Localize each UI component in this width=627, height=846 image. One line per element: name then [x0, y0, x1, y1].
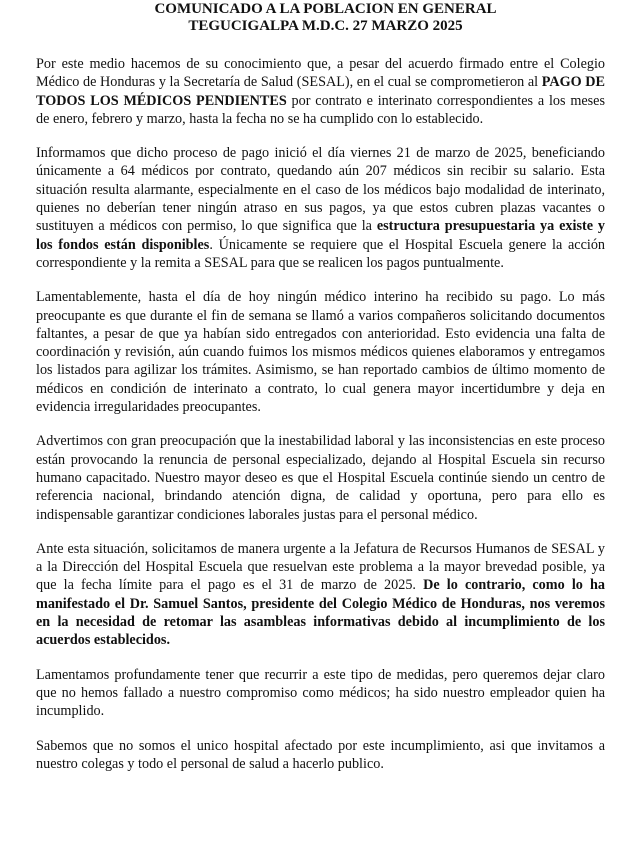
location-date: TEGUCIGALPA M.D.C. 27 MARZO 2025 [188, 18, 463, 34]
paragraph-4-text: Advertimos con gran preocupación que la inestabilidad laboral y las inconsistencias en este proceso están provocando la renuncia de personal especializado, dejando al Hospital Escuela sin recurso humano capacitado. Nuestro mayor deseo es que el Hospital Escuela continúe siendo un centro de referencia nacional, brindando atención digna, de calidad y oportuna, pero para ello es indispensable garantizar condiciones laborales justas para el personal médico. [36, 433, 605, 523]
paragraph-2-text-a: Informamos que dicho proceso de pago inició el día viernes 21 de marzo de 2025, beneficiando únicamente a 64 médicos por contrato, quedando aún 207 médicos sin recibir su salario. Esta situación resulta alarmante, especialmente en el caso de los médicos bajo modalidad de interinato, quienes no deberían tener ningún atraso en sus pagos, ya que estos cubren plazas vacantes o sustituyen a médicos con permiso, lo que significa que la [36, 145, 605, 235]
paragraph-5-emphasis: De lo contrario, como lo ha manifestado el Dr. Samuel Santos, presidente del Colegio Médico de Honduras, nos veremos en la necesidad de retomar las asambleas informativas debido al incumplimiento de los acuerdos establecidos. [36, 577, 605, 649]
paragraph-5 [36, 540, 605, 650]
paragraph-3-text: Lamentablemente, hasta el día de hoy ningún médico interino ha recibido su pago. Lo más preocupante es que durante el fin de semana se llamó a varios compañeros solicitando documentos faltantes, a pesar de que ya habían sido entregados con anterioridad. Esto evidencia una falta de coordinación y revisión, aún cuando fuimos los mismos médicos quienes elaboramos y entregamos los listados para agilizar los trámites. Asimismo, se han reportado cambios de último momento de médicos en condición de interinato a contrato, lo cual genera mayor incertidumbre y deja en evidencia irregularidades preocupantes. [36, 289, 605, 416]
paragraph-3 [36, 288, 605, 416]
paragraph-7 [36, 737, 605, 774]
paragraph-5-text-a: Ante esta situación, solicitamos de manera urgente a la Jefatura de Recursos Humanos de SESAL y a la Dirección del Hospital Escuela que resuelvan este problema a la mayor brevedad posible, ya que la fecha límite para el pago es el 31 de marzo de 2025. [36, 540, 605, 594]
paragraph-1-text-a: Por este medio hacemos de su conocimiento que, a pesar del acuerdo firmado entre el Colegio Médico de Honduras y la Secretaría de Salud (SESAL), en el cual se comprometieron al [36, 56, 605, 91]
paragraph-1-emphasis: PAGO DE TODOS LOS MÉDICOS PENDIENTES [36, 74, 605, 109]
paragraph-4 [36, 432, 605, 523]
paragraph-1 [36, 55, 605, 128]
paragraph-7-text: Sabemos que no somos el unico hospital afectado por este incumplimiento, asi que invitamos a nuestro colegas y todo el personal de salud a hacerlo publico. [36, 737, 605, 772]
paragraph-1-text-b: por contrato e interinato correspondientes a los meses de enero, febrero y marzo, hasta la fecha no se ha cumplido con lo establecido. [36, 92, 606, 127]
document-body [36, 55, 605, 773]
document-header [36, 1, 605, 35]
paragraph-2 [36, 144, 605, 272]
paragraph-6 [36, 666, 605, 721]
paragraph-2-emphasis: estructura presupuestaria ya existe y los fondos están disponibles [36, 218, 605, 253]
paragraph-6-text: Lamentamos profundamente tener que recurrir a este tipo de medidas, pero queremos dejar claro que no hemos fallado a nuestro compromiso como médicos; ha sido nuestro empleador quien ha incumplido. [36, 666, 605, 720]
document-title: COMUNICADO A LA POBLACION EN GENERAL [154, 1, 497, 17]
paragraph-2-text-b: . Únicamente se requiere que el Hospital Escuela genere la acción correspondiente y la remita a SESAL para que se realicen los pagos puntualmente. [36, 236, 606, 271]
